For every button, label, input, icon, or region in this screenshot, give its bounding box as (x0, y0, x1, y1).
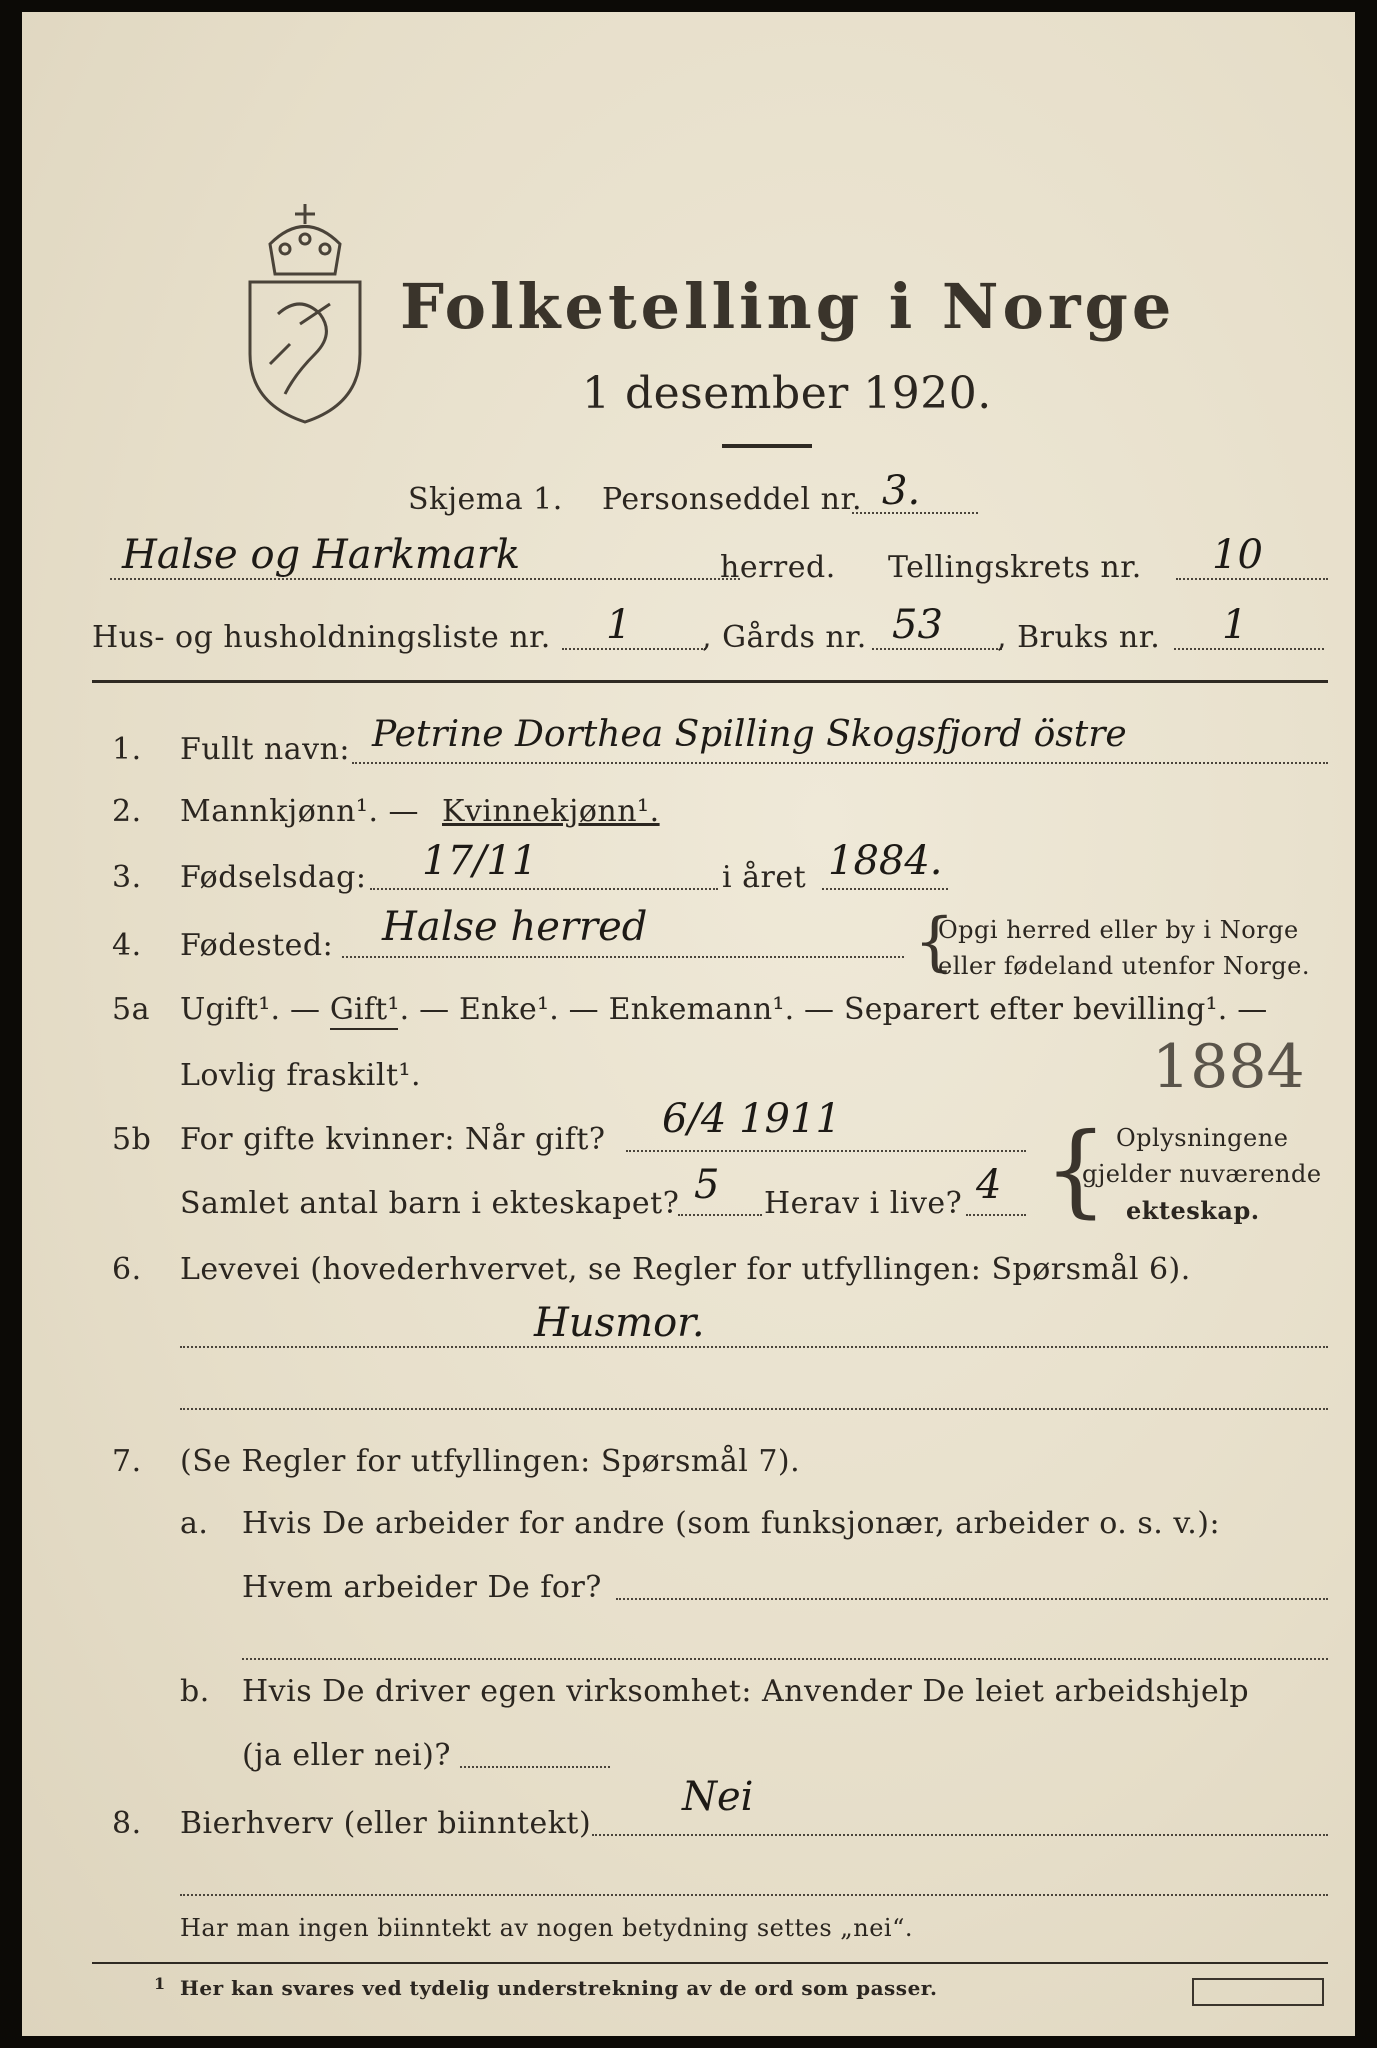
children-total-value: 5 (694, 1162, 720, 1208)
q8-number: 8. (112, 1806, 142, 1841)
q1-label: Fullt navn: (180, 732, 351, 767)
tellingskrets-field[interactable] (1176, 578, 1328, 580)
q4-note-line1: Opgi herred eller by i Norge (938, 916, 1299, 944)
employer-field[interactable] (616, 1598, 1328, 1600)
full-name-value: Petrine Dorthea Spilling Skogsfjord östre (372, 714, 1127, 755)
q7a-line1: Hvis De arbeider for andre (som funksjonær, arbeider o. s. v.): (242, 1506, 1221, 1541)
census-form-page (22, 12, 1355, 2036)
hired-help-field[interactable] (460, 1766, 610, 1768)
children-total-field[interactable] (678, 1214, 762, 1216)
printer-stamp (1192, 1978, 1324, 2006)
q8-label: Bierhverv (eller biinntekt) (180, 1806, 592, 1841)
q5a-number: 5a (112, 992, 150, 1027)
children-alive-field[interactable] (966, 1214, 1026, 1216)
personseddel-label: Personseddel nr. (602, 482, 863, 517)
herred-value: Halse og Harkmark (122, 532, 521, 578)
q4-brace: { (914, 905, 955, 979)
hus-field[interactable] (562, 648, 706, 650)
side-income-field-2[interactable] (180, 1894, 1328, 1896)
margin-note-1884: 1884 (1152, 1032, 1305, 1102)
q4-note-line2: eller fødeland utenfor Norge. (938, 952, 1311, 980)
marital-status-divorced[interactable]: Lovlig fraskilt¹. (180, 1058, 422, 1093)
q3-label: Fødselsdag: (180, 860, 367, 895)
q6-number: 6. (112, 1252, 142, 1287)
gards-value: 53 (892, 602, 943, 648)
year-label: i året (722, 860, 807, 895)
occupation-field[interactable] (180, 1346, 1328, 1348)
herred-label: herred. (720, 550, 836, 585)
married-when-label: For gifte kvinner: Når gift? (180, 1122, 606, 1157)
form-title: Folketelling i Norge (400, 270, 1176, 343)
tellingskrets-label: Tellingskrets nr. (888, 550, 1142, 585)
bruks-field[interactable] (1174, 648, 1324, 650)
q3-number: 3. (112, 860, 142, 895)
q5b-brace: { (1044, 1111, 1108, 1228)
gards-label: , Gårds nr. (702, 620, 867, 655)
gards-field[interactable] (872, 648, 1002, 650)
herred-field[interactable] (110, 578, 740, 580)
married-when-field[interactable] (626, 1150, 1026, 1152)
footer-divider (92, 1962, 1328, 1964)
married-when-value: 6/4 1911 (662, 1096, 841, 1142)
q1-number: 1. (112, 732, 142, 767)
personseddel-value: 3. (882, 468, 921, 514)
q2-number: 2. (112, 794, 142, 829)
birthyear-field[interactable] (822, 888, 948, 890)
q7a-line2: Hvem arbeider De for? (242, 1570, 602, 1605)
q7-label: (Se Regler for utfyllingen: Spørsmål 7). (180, 1444, 801, 1479)
employer-field-2[interactable] (242, 1658, 1328, 1660)
census-date: 1 desember 1920. (582, 368, 992, 419)
q6-label: Levevei (hovederhvervet, se Regler for utfyllingen: Spørsmål 6). (180, 1252, 1191, 1287)
tellingskrets-value: 10 (1212, 532, 1263, 578)
birthplace-field[interactable] (342, 956, 904, 958)
birthplace-value: Halse herred (382, 904, 648, 950)
q7b-letter: b. (180, 1674, 210, 1709)
footer-note: Har man ingen biinntekt av nogen betydning settes „nei“. (180, 1914, 913, 1942)
children-total-label: Samlet antal barn i ekteskapet? (180, 1186, 680, 1221)
q7-number: 7. (112, 1444, 142, 1479)
footnote-text: Her kan svares ved tydelig understrekning av de ord som passer. (180, 1976, 938, 2000)
marital-status-options[interactable]: Ugift¹. — Gift¹. — Enke¹. — Enkemann¹. — Separert efter bevilling¹. — (180, 992, 1268, 1027)
gift-underline (330, 1028, 398, 1030)
bruks-label: , Bruks nr. (997, 620, 1161, 655)
side-income-field[interactable] (592, 1834, 1328, 1836)
birthdate-field[interactable] (370, 888, 718, 890)
q5b-number: 5b (112, 1122, 152, 1157)
gender-male-option[interactable]: Mannkjønn¹. — (180, 794, 420, 829)
side-income-value: Nei (682, 1774, 754, 1820)
q5b-note-line3: ekteskap. (1126, 1196, 1260, 1225)
footnote-mark: 1 (154, 1974, 166, 1993)
q5b-note-line1: Oplysningene (1116, 1124, 1289, 1152)
q4-label: Fødested: (180, 928, 334, 963)
children-alive-value: 4 (976, 1162, 1002, 1208)
q5b-note-line2: gjelder nuværende (1082, 1160, 1322, 1188)
hus-label: Hus- og husholdningsliste nr. (92, 620, 551, 655)
q7a-letter: a. (180, 1506, 209, 1541)
title-divider (722, 444, 812, 448)
q7b-line2: (ja eller nei)? (242, 1738, 451, 1773)
full-name-field[interactable] (352, 762, 1328, 764)
bruks-value: 1 (1222, 602, 1248, 648)
skjema-label: Skjema 1. (408, 482, 563, 517)
gender-female-option[interactable]: Kvinnekjønn¹. (442, 794, 660, 829)
birthyear-value: 1884. (828, 838, 943, 884)
section-divider (92, 680, 1328, 683)
coat-of-arms-icon (240, 204, 370, 424)
q7b-line1: Hvis De driver egen virksomhet: Anvender De leiet arbeidshjelp (242, 1674, 1250, 1709)
occupation-value: Husmor. (534, 1300, 705, 1346)
birthdate-value: 17/11 (422, 838, 538, 884)
q4-number: 4. (112, 928, 142, 963)
children-alive-label: Herav i live? (764, 1186, 963, 1221)
occupation-field-2[interactable] (180, 1408, 1328, 1410)
hus-value: 1 (606, 602, 632, 648)
